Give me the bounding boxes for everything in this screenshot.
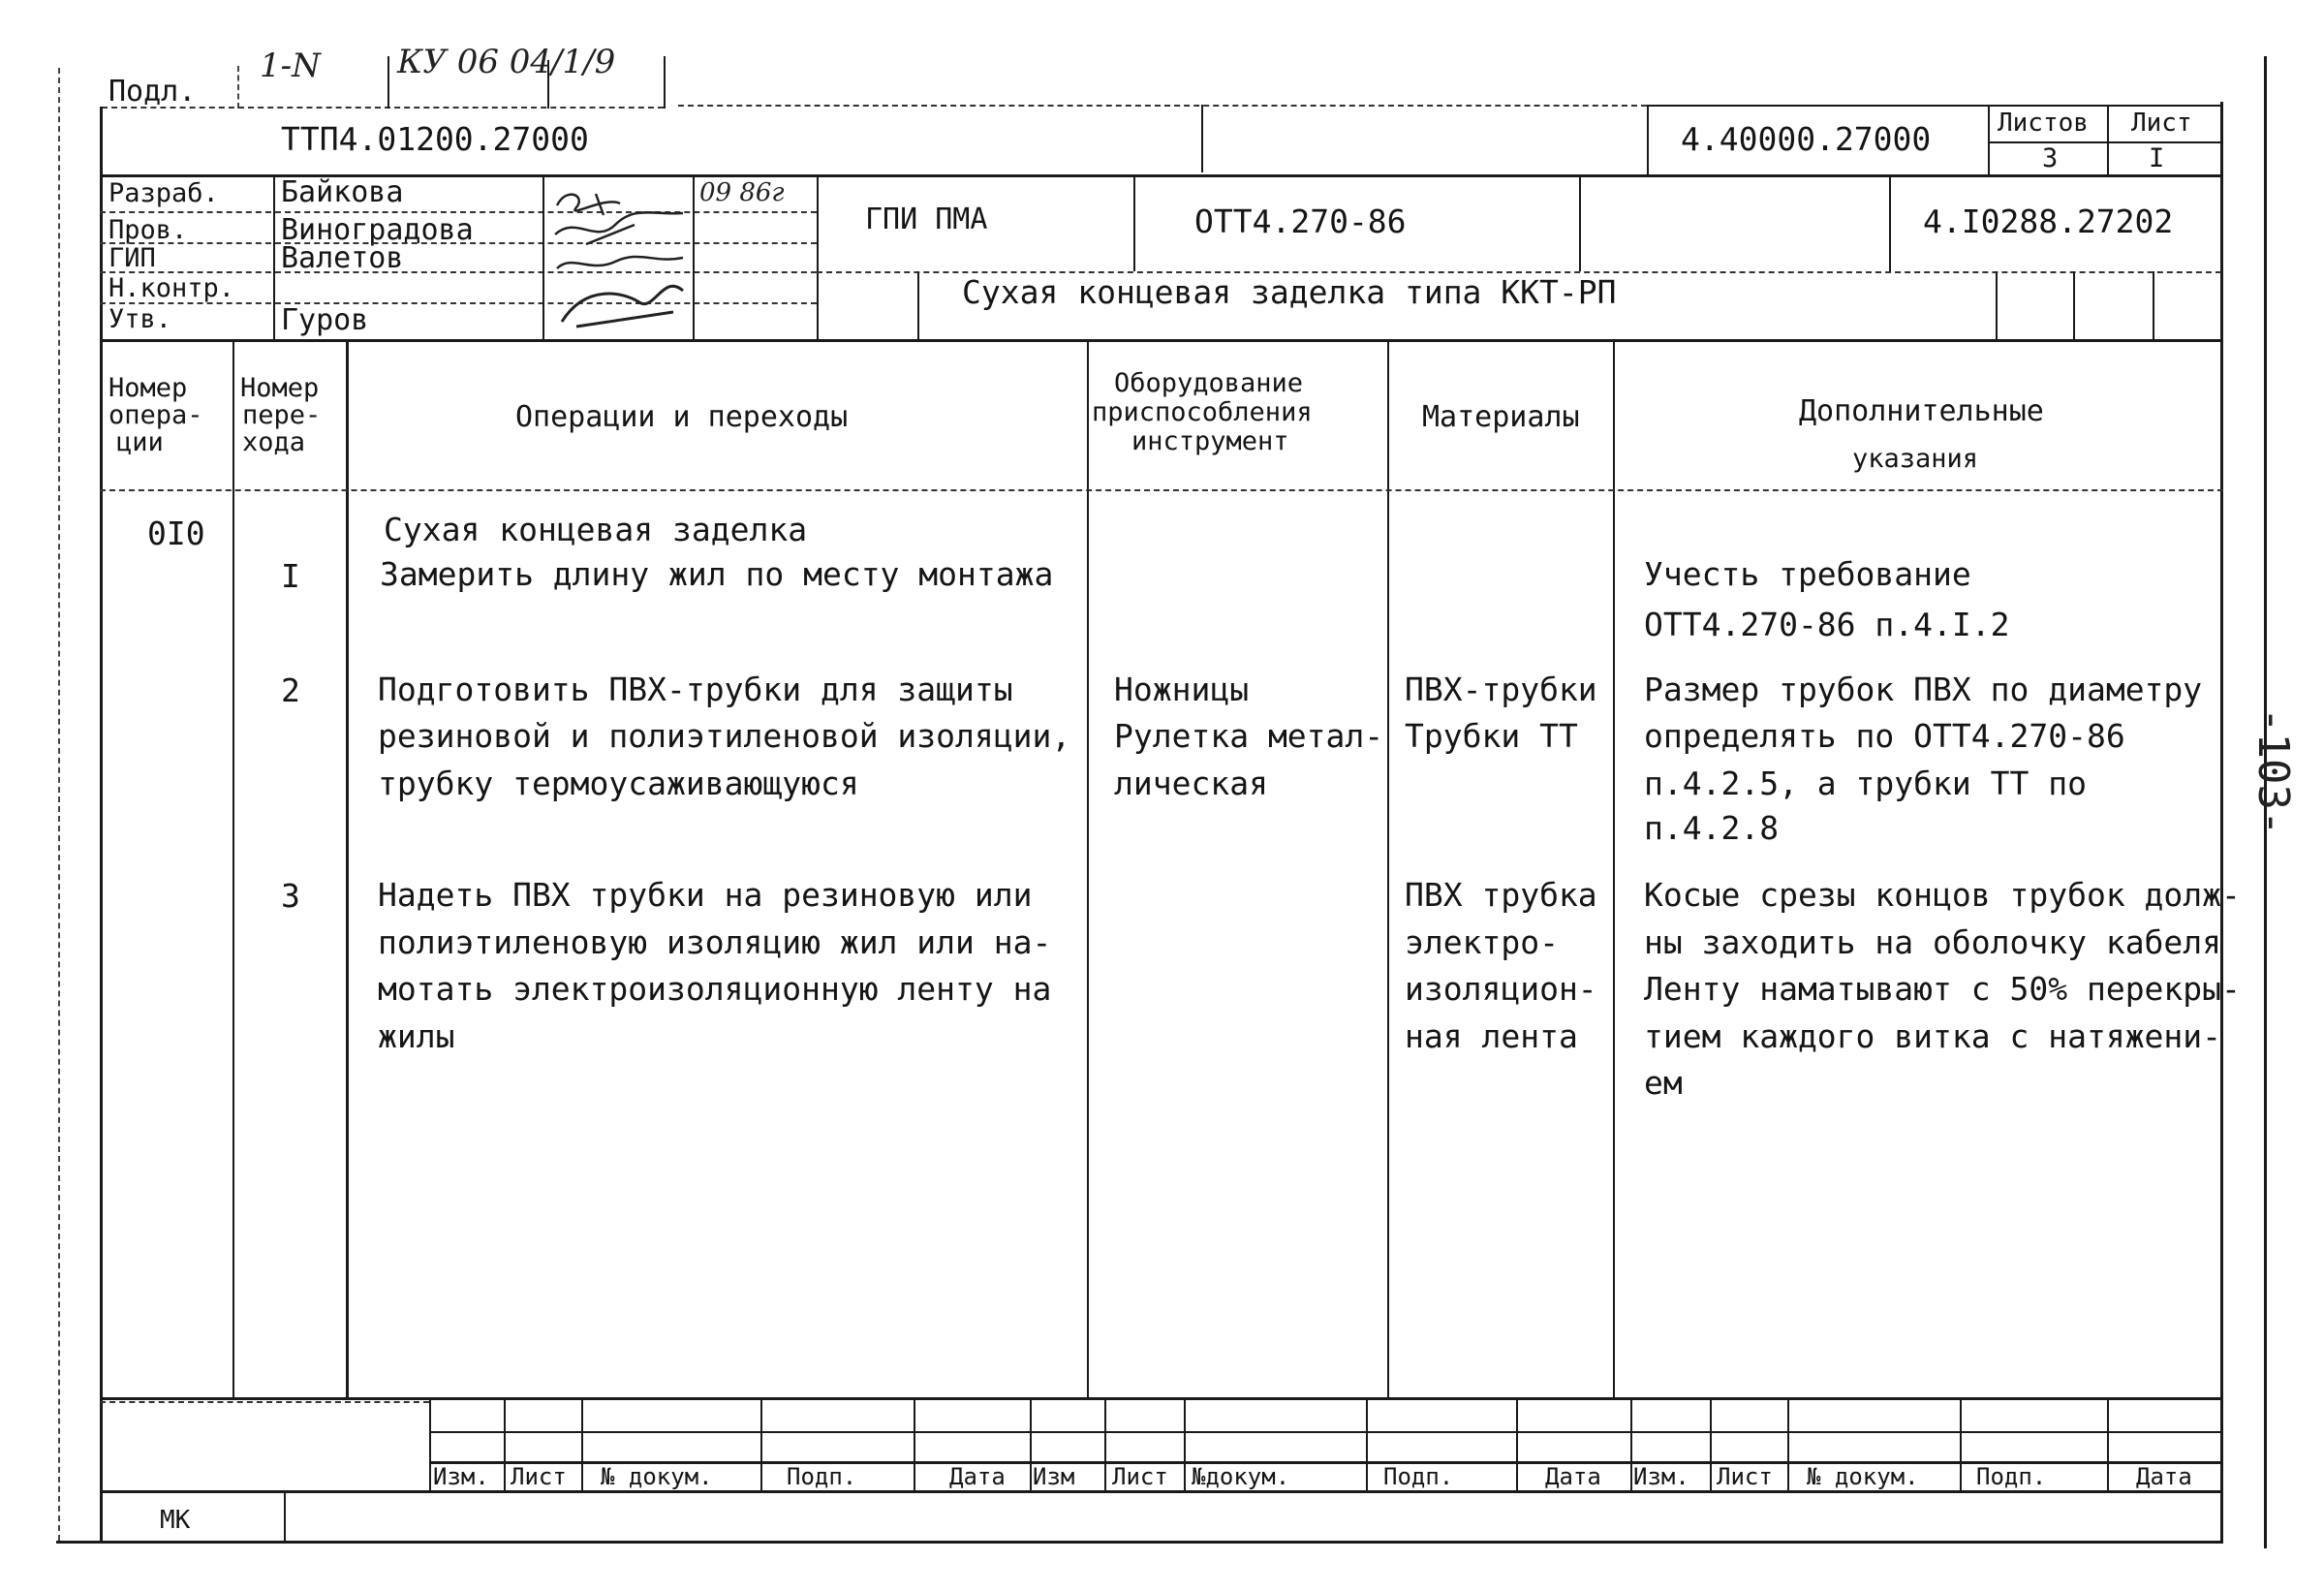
stamp-divider — [664, 56, 666, 109]
stamp-handwritten-2: КУ 06 04/1/9 — [397, 43, 616, 81]
footer-divider — [1184, 1397, 1186, 1490]
header-notes: указания — [1852, 444, 1979, 474]
standard-ref: ОТТ4.270-86 — [1194, 203, 1407, 240]
role-name: Виноградова — [281, 213, 474, 247]
title-divider — [1579, 174, 1581, 271]
doc-number: 4.I0288.27202 — [1923, 203, 2174, 240]
title-divider — [2073, 271, 2075, 339]
left-binding-line — [58, 68, 60, 1541]
title-divider — [1889, 174, 1891, 271]
title-divider — [1133, 174, 1135, 271]
footer-label: Дата — [949, 1463, 1006, 1490]
title-divider — [1996, 271, 1998, 339]
footer-bottom-line — [100, 1490, 2223, 1493]
header-op-no: опера- — [108, 400, 203, 430]
roles-divider — [542, 174, 544, 339]
header-bottom-line — [100, 489, 2223, 491]
role-line — [100, 211, 817, 213]
materials-text: ная лента — [1405, 1017, 1578, 1055]
title-divider — [1201, 105, 1203, 172]
equipment-text: Ножницы — [1114, 671, 1250, 708]
roles-divider — [693, 174, 695, 339]
footer-divider — [1104, 1397, 1106, 1490]
roles-divider — [817, 174, 819, 339]
operation-text: Надеть ПВХ трубки на резиновую или — [378, 876, 1033, 914]
notes-text: п.4.2.5, а трубки ТТ по — [1644, 765, 2087, 802]
footer-label: № докум. — [1807, 1463, 1919, 1490]
document-title: Сухая концевая заделка типа ККТ-РП — [962, 273, 1617, 311]
materials-text: ПВХ трубка — [1405, 876, 1597, 914]
footer-divider — [2107, 1397, 2109, 1490]
header-equipment: Оборудование — [1114, 368, 1304, 398]
sheets-label: Листов — [1998, 109, 2089, 138]
title-top-line — [678, 105, 1647, 107]
footer-divider — [1710, 1397, 1712, 1490]
roles-divider — [273, 174, 275, 339]
role-label: Н.контр. — [108, 273, 235, 303]
notes-text: ОТТ4.270-86 п.4.I.2 — [1644, 606, 2010, 643]
footer-dash-line — [100, 1401, 429, 1403]
title-divider — [917, 271, 919, 339]
frame-bottom — [100, 1541, 2223, 1544]
stamp-handwritten-1: 1-N — [260, 47, 321, 85]
signatures-handwritten — [547, 176, 693, 339]
header-materials: Материалы — [1422, 400, 1580, 434]
side-page-number: -103- — [2248, 707, 2298, 836]
equipment-text: Рулетка метал- — [1114, 717, 1384, 755]
sheet-label: Лист — [2131, 109, 2192, 138]
footer-divider — [1030, 1397, 1032, 1490]
title-divider — [2153, 271, 2154, 339]
title-divider — [1647, 105, 1649, 177]
stamp-label: Подл. — [108, 75, 197, 109]
header-step-no: Номер — [240, 373, 320, 403]
col-divider — [232, 339, 234, 1400]
footer-divider — [760, 1397, 762, 1490]
sheets-mid-line — [1988, 141, 2223, 143]
materials-text: изоляцион- — [1405, 970, 1597, 1008]
stamp-divider — [387, 56, 389, 109]
role-label: Пров. — [108, 215, 188, 245]
role-label: Утв. — [108, 304, 172, 334]
frame-left — [100, 107, 103, 1541]
stamp-underline — [102, 107, 664, 109]
operation-text: жилы — [378, 1017, 455, 1055]
notes-text: Учесть требование — [1644, 555, 1971, 593]
footer-top-line — [100, 1397, 2223, 1400]
header-equipment: инструмент — [1131, 426, 1289, 456]
step-number: 3 — [281, 877, 300, 915]
step-number: 2 — [281, 671, 300, 709]
footer-label: Дата — [1545, 1463, 1601, 1490]
header-step-no: пере- — [242, 400, 322, 430]
sheets-value: 3 — [2042, 143, 2059, 173]
notes-text: ем — [1644, 1064, 1683, 1102]
footer-divider — [1366, 1397, 1368, 1490]
role-date: 09 86г — [699, 178, 785, 207]
footer-label: Подп. — [787, 1463, 857, 1490]
operation-text: резиновой и полиэтиленовой изоляции, — [378, 717, 1071, 755]
org-name: ГПИ ПМА — [865, 203, 988, 236]
stamp-divider — [237, 66, 239, 109]
role-line — [100, 302, 817, 304]
col-divider — [1387, 339, 1389, 1400]
doc-code: ТТП4.01200.27000 — [281, 120, 589, 158]
operation-text: Замерить длину жил по месту монтажа — [380, 555, 1054, 593]
frame-right — [2220, 102, 2223, 1541]
header-step-no: хода — [242, 427, 306, 457]
footer-divider — [1960, 1397, 1962, 1490]
role-name: Байкова — [281, 175, 404, 209]
footer-label: Изм — [1033, 1463, 1075, 1490]
title-top-line-right — [1647, 105, 2223, 107]
role-name: Гуров — [281, 303, 369, 337]
footer-label: Лист — [1717, 1463, 1773, 1490]
col-divider — [1087, 339, 1089, 1400]
operation-text: трубку термоусаживающуюся — [378, 765, 859, 802]
op-title: Сухая концевая заделка — [384, 511, 808, 548]
header-op-no: ции — [116, 427, 164, 457]
operation-text: мотать электроизоляционную ленту на — [378, 970, 1052, 1008]
footer-label: Дата — [2136, 1463, 2192, 1490]
header-equipment: приспособления — [1092, 397, 1313, 427]
header-notes: Дополнительные — [1799, 394, 2044, 428]
sheet-value: I — [2149, 143, 2165, 173]
operation-text: полиэтиленовую изоляцию жил или на- — [378, 923, 1052, 961]
notes-text: тием каждого витка с натяжени- — [1644, 1017, 2222, 1055]
step-number: I — [281, 557, 300, 595]
footer-divider — [914, 1397, 915, 1490]
notes-text: ны заходить на оболочку кабеля — [1644, 923, 2222, 961]
footer-label: Изм. — [433, 1463, 489, 1490]
form-code: МК — [160, 1506, 191, 1535]
materials-text: электро- — [1405, 923, 1559, 961]
header-top-line — [100, 339, 2223, 342]
frame-bottom-left — [56, 1541, 100, 1544]
notes-text: Косые срезы концов трубок долж- — [1644, 876, 2241, 914]
footer-label: Лист — [511, 1463, 567, 1490]
col-divider — [346, 339, 349, 1400]
footer-divider — [1516, 1397, 1518, 1490]
form-divider — [284, 1490, 286, 1541]
header-op-no: Номер — [108, 373, 188, 403]
operation-text: Подготовить ПВХ-трубки для защиты — [378, 671, 1013, 708]
stamp-divider — [547, 60, 549, 109]
role-line — [100, 271, 817, 273]
footer-divider — [1630, 1397, 1632, 1490]
footer-label: № докум. — [601, 1463, 713, 1490]
footer-divider — [1787, 1397, 1789, 1490]
footer-label: Подп. — [1383, 1463, 1454, 1490]
role-label: ГИП — [108, 243, 156, 273]
notes-text: п.4.2.8 — [1644, 809, 1780, 847]
footer-label: Изм. — [1633, 1463, 1689, 1490]
footer-mid-line — [429, 1431, 2221, 1433]
title-row-line — [100, 174, 2223, 177]
doc-code-right: 4.40000.27000 — [1681, 120, 1932, 158]
footer-divider — [581, 1397, 583, 1490]
header-operations: Операции и переходы — [515, 400, 849, 434]
notes-text: Ленту наматывают с 50% перекры- — [1644, 970, 2241, 1008]
footer-divider — [429, 1397, 431, 1490]
materials-text: ПВХ-трубки — [1405, 671, 1597, 708]
notes-text: Размер трубок ПВХ по диаметру — [1644, 671, 2203, 708]
footer-label: Подп. — [1976, 1463, 2047, 1490]
role-label: Разраб. — [108, 178, 219, 208]
op-number: 0I0 — [147, 515, 205, 552]
footer-label: Лист — [1112, 1463, 1168, 1490]
col-divider — [1613, 339, 1615, 1400]
role-name: Валетов — [281, 241, 404, 275]
materials-text: Трубки ТТ — [1405, 717, 1578, 755]
equipment-text: лическая — [1114, 765, 1268, 802]
footer-label: №докум. — [1192, 1463, 1290, 1490]
footer-divider — [504, 1397, 506, 1490]
role-line — [100, 242, 817, 244]
notes-text: определять по ОТТ4.270-86 — [1644, 717, 2125, 755]
